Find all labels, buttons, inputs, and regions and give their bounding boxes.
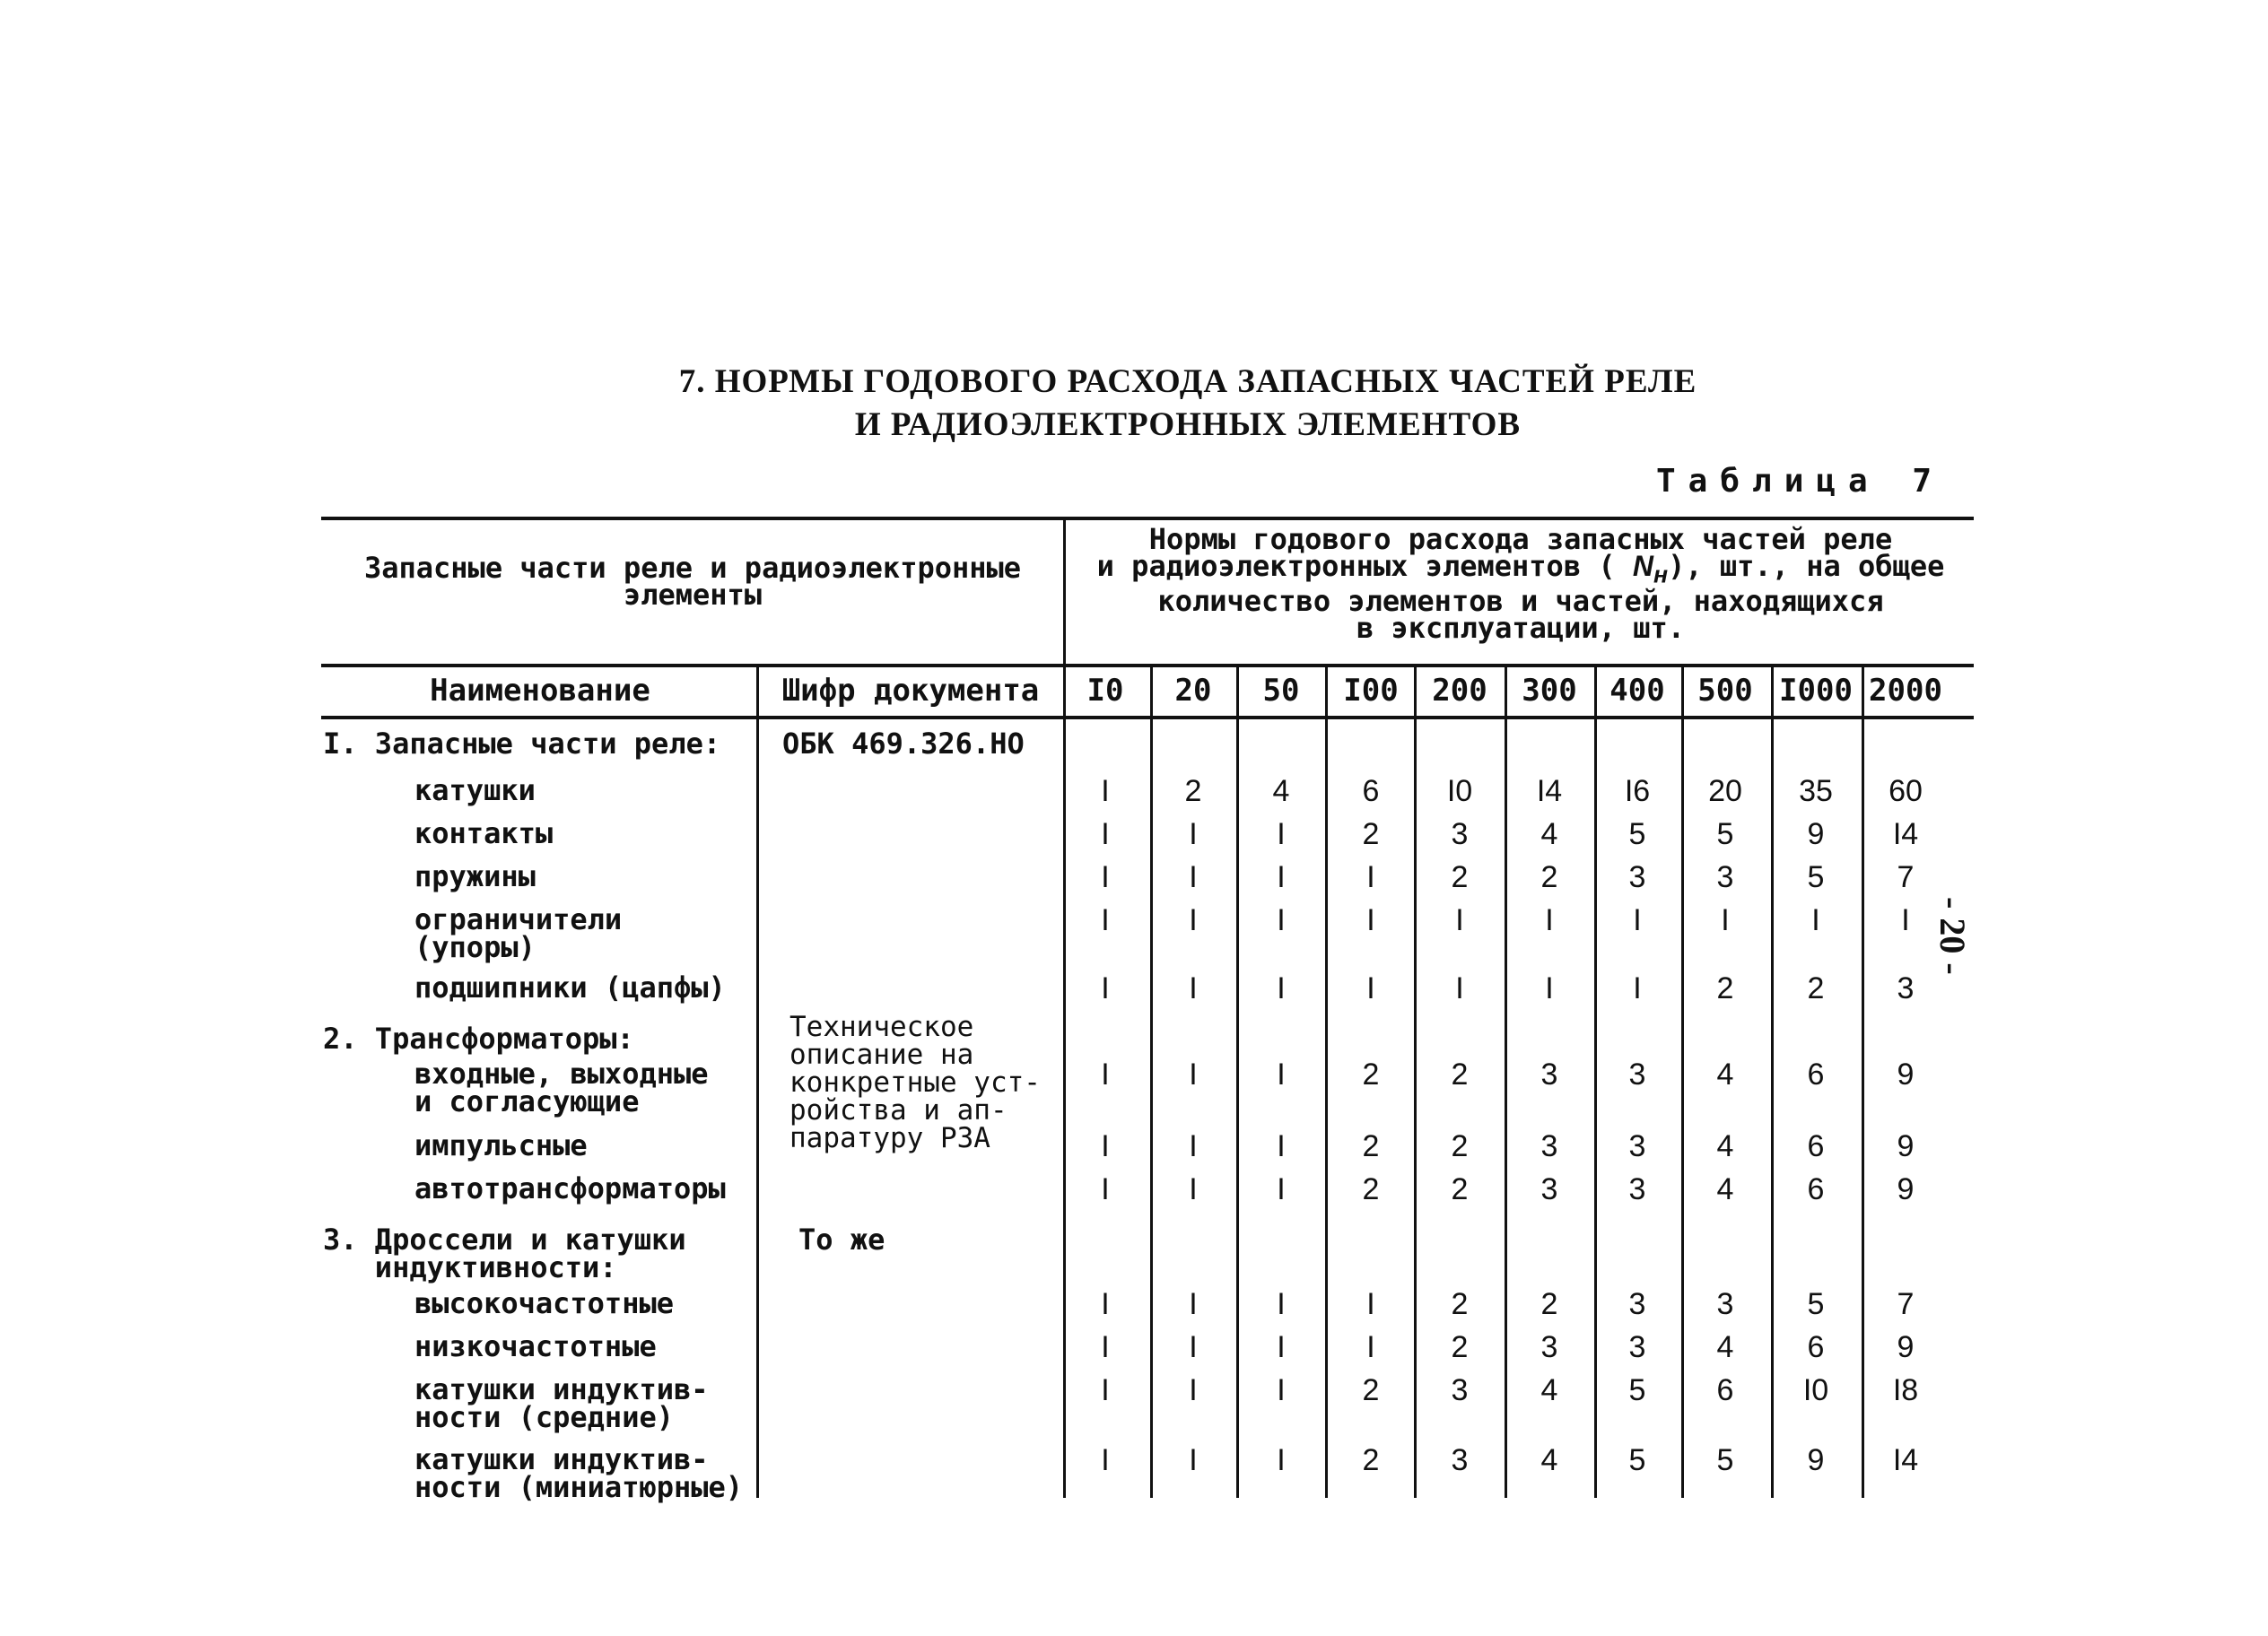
section-label: I. Запасные части реле: (323, 727, 721, 761)
table-cell: I (1101, 971, 1110, 1005)
table-cell: I (1545, 903, 1554, 937)
table-cell: 35 (1799, 774, 1833, 808)
table-cell: 4 (1540, 1443, 1558, 1477)
table-cell: 5 (1807, 1287, 1825, 1321)
quantity-column-header: 200 (1432, 673, 1487, 709)
table-cell: 5 (1716, 1443, 1734, 1477)
quantity-column-header: 20 (1174, 673, 1212, 709)
nh-symbol: $N_н$ (1632, 550, 1669, 588)
table-cell: I (1366, 1330, 1375, 1364)
row-name: ограничители (упоры) (414, 902, 623, 964)
table-cell: 2 (1451, 1057, 1469, 1092)
table-cell: 4 (1716, 1172, 1734, 1206)
table-cell: 2 (1451, 1129, 1469, 1163)
table-cell: I (1101, 1057, 1110, 1092)
table-cell: I (1101, 774, 1110, 808)
row-name: контакты (414, 816, 554, 850)
table-cell: 9 (1897, 1330, 1915, 1364)
table-cell: 9 (1897, 1172, 1915, 1206)
table-cell: I4 (1892, 1443, 1919, 1477)
quantity-column-header: I00 (1343, 673, 1399, 709)
table-cell: 2 (1362, 1443, 1380, 1477)
header-right-line: количество элементов и частей, находящихся (1157, 584, 1884, 619)
table-cell: I (1189, 1129, 1198, 1163)
table-cell: I (1101, 1129, 1110, 1163)
table-cell: 2 (1184, 774, 1202, 808)
row-name: низкочастотные (414, 1329, 657, 1363)
table-cell: I (1633, 971, 1642, 1005)
table-cell: I (1189, 860, 1198, 894)
table-cell: 3 (1540, 1129, 1558, 1163)
table-cell: 9 (1897, 1129, 1915, 1163)
table-cell: I (1189, 817, 1198, 851)
column-header-code: Шифр документа (781, 673, 1040, 709)
quantity-column-header: I0 (1086, 673, 1124, 709)
header-left-line: элементы (623, 578, 763, 612)
table-cell: 9 (1897, 1057, 1915, 1092)
section-label: 3. Дроссели и катушки индуктивности: (323, 1223, 686, 1284)
table-title-line2: И РАДИОЭЛЕКТРОННЫХ ЭЛЕМЕНТОВ (854, 406, 1522, 443)
row-name: пружины (414, 859, 536, 893)
table-cell: I (1277, 860, 1286, 894)
table-cell: I (1101, 860, 1110, 894)
table-cell: I (1189, 971, 1198, 1005)
table-cell: 3 (1540, 1330, 1558, 1364)
table-cell: 2 (1807, 971, 1825, 1005)
table-cell: I (1101, 1330, 1110, 1364)
table-cell: I (1901, 903, 1910, 937)
header-right (1077, 522, 1965, 646)
table-cell: 6 (1362, 774, 1380, 808)
shared-description: Техническое описание на конкретные уст- ройства и ап- паратуру РЗА (789, 1011, 1041, 1154)
table-cell: 3 (1540, 1172, 1558, 1206)
table-cell: I8 (1892, 1373, 1919, 1407)
table-cell: 2 (1540, 1287, 1558, 1321)
table-cell: 6 (1807, 1129, 1825, 1163)
table-cell: 5 (1628, 817, 1646, 851)
table-cell: I (1277, 971, 1286, 1005)
table-cell: 2 (1362, 1373, 1380, 1407)
table-cell: I (1455, 903, 1464, 937)
header-right-line (1077, 549, 1965, 588)
row-name: подшипники (цапфы) (414, 970, 726, 1005)
table-cell: 6 (1716, 1373, 1734, 1407)
table-cell: 3 (1451, 817, 1469, 851)
table-cell: I (1545, 971, 1554, 1005)
table-cell: 7 (1897, 1287, 1915, 1321)
table-cell: 6 (1807, 1330, 1825, 1364)
row-name: катушки индуктив- ности (миниатюрные) (414, 1442, 744, 1504)
table-cell: I (1277, 1172, 1286, 1206)
table-cell: I (1277, 1129, 1286, 1163)
table-cell: 2 (1362, 817, 1380, 851)
table-cell: I (1189, 1287, 1198, 1321)
column-header-rule (321, 716, 1974, 719)
table-cell: 4 (1716, 1057, 1734, 1092)
section-label: 2. Трансформаторы: (323, 1022, 634, 1056)
table-cell: 2 (1540, 860, 1558, 894)
table-cell: 5 (1807, 860, 1825, 894)
table-cell: 2 (1362, 1129, 1380, 1163)
table-cell: 2 (1362, 1172, 1380, 1206)
table-cell: 5 (1628, 1443, 1646, 1477)
table-cell: 3 (1628, 1330, 1646, 1364)
table-cell: 2 (1362, 1057, 1380, 1092)
column-divider (756, 664, 759, 1498)
table-cell: I (1189, 1443, 1198, 1477)
table-cell: I (1366, 903, 1375, 937)
table-cell: 20 (1708, 774, 1742, 808)
table-cell: 2 (1451, 860, 1469, 894)
header-left-line: Запасные части реле и радиоэлектронные (363, 551, 1022, 585)
quantity-column-header: I000 (1779, 673, 1853, 709)
table-cell: I (1277, 1330, 1286, 1364)
page-number: - 20 - (1932, 897, 1973, 975)
header-right-fragment: ), шт., на общее (1668, 549, 1945, 583)
top-rule (321, 517, 1974, 520)
table-cell: I (1101, 1373, 1110, 1407)
table-cell: 6 (1807, 1057, 1825, 1092)
table-cell: I (1277, 1287, 1286, 1321)
table-cell: 4 (1540, 1373, 1558, 1407)
table-cell: 4 (1716, 1330, 1734, 1364)
table-cell: I4 (1892, 817, 1919, 851)
table-cell: 4 (1540, 817, 1558, 851)
table-cell: I (1721, 903, 1730, 937)
table-cell: I (1189, 1172, 1198, 1206)
table-cell: I (1277, 903, 1286, 937)
table-cell: 3 (1897, 971, 1915, 1005)
section-code: То же (798, 1223, 885, 1257)
table-title-line1: 7. НОРМЫ ГОДОВОГО РАСХОДА ЗАПАСНЫХ ЧАСТЕЙ РЕЛЕ (678, 363, 1697, 400)
row-name: автотрансформаторы (414, 1171, 726, 1205)
table-cell: 3 (1716, 860, 1734, 894)
table-cell: 4 (1716, 1129, 1734, 1163)
table-cell: 2 (1451, 1172, 1469, 1206)
table-cell: I (1366, 1287, 1375, 1321)
table-cell: 3 (1628, 860, 1646, 894)
table-cell: 5 (1628, 1373, 1646, 1407)
table-cell: I (1455, 971, 1464, 1005)
table-cell: I (1366, 860, 1375, 894)
table-cell: I (1101, 903, 1110, 937)
table-cell: 9 (1807, 1443, 1825, 1477)
header-left (325, 551, 1060, 612)
table-cell: 3 (1628, 1129, 1646, 1163)
table-cell: I (1277, 817, 1286, 851)
quantity-column-header: 50 (1262, 673, 1300, 709)
table-cell: I (1277, 1443, 1286, 1477)
table-cell: 6 (1807, 1172, 1825, 1206)
quantity-column-header: 2000 (1869, 673, 1942, 709)
section-code: ОБК 469.326.НО (782, 727, 1025, 761)
header-right-fragment: и радиоэлектронных элементов ( (1096, 549, 1616, 583)
header-right-line: в эксплуатации, шт. (1356, 611, 1686, 646)
header-rule (321, 664, 1974, 667)
quantity-column-header: 500 (1697, 673, 1753, 709)
row-name: входные, выходные и согласующие (414, 1057, 709, 1118)
table-cell: I (1189, 1057, 1198, 1092)
table-cell: 3 (1716, 1287, 1734, 1321)
row-name: катушки (414, 773, 536, 807)
table-cell: 60 (1889, 774, 1923, 808)
table-cell: I (1101, 1287, 1110, 1321)
table-cell: I (1366, 971, 1375, 1005)
row-name: импульсные (414, 1128, 588, 1162)
table-cell: 3 (1451, 1373, 1469, 1407)
table-cell: 2 (1451, 1330, 1469, 1364)
column-header-name: Наименование (430, 673, 650, 709)
header-right-line: Нормы годового расхода запасных частей реле (1148, 522, 1893, 556)
table-cell: 2 (1451, 1287, 1469, 1321)
table-cell: I (1811, 903, 1820, 937)
table-cell: I0 (1446, 774, 1473, 808)
table-cell: 3 (1628, 1057, 1646, 1092)
table-cell: I (1101, 1443, 1110, 1477)
table-cell: 5 (1716, 817, 1734, 851)
table-cell: I (1277, 1373, 1286, 1407)
table-cell: 9 (1807, 817, 1825, 851)
table-cell: I (1189, 1330, 1198, 1364)
table-cell: I (1189, 1373, 1198, 1407)
table-cell: 2 (1716, 971, 1734, 1005)
table-cell: I6 (1624, 774, 1651, 808)
table-cell: I (1633, 903, 1642, 937)
row-name: катушки индуктив- ности (средние) (414, 1372, 709, 1434)
table-cell: 3 (1540, 1057, 1558, 1092)
table-cell: I (1101, 1172, 1110, 1206)
table-cell: I (1277, 1057, 1286, 1092)
table-cell: I (1101, 817, 1110, 851)
table-cell: I0 (1802, 1373, 1829, 1407)
row-name: высокочастотные (414, 1286, 674, 1320)
table-cell: I4 (1536, 774, 1563, 808)
table-cell: 3 (1628, 1287, 1646, 1321)
quantity-column-header: 300 (1522, 673, 1577, 709)
table-cell: 3 (1451, 1443, 1469, 1477)
table-cell: 3 (1628, 1172, 1646, 1206)
table-number: Таблица 7 (1656, 463, 1945, 500)
table-cell: 7 (1897, 860, 1915, 894)
table-cell: 4 (1272, 774, 1290, 808)
table-cell: I (1189, 903, 1198, 937)
quantity-column-header: 400 (1609, 673, 1665, 709)
